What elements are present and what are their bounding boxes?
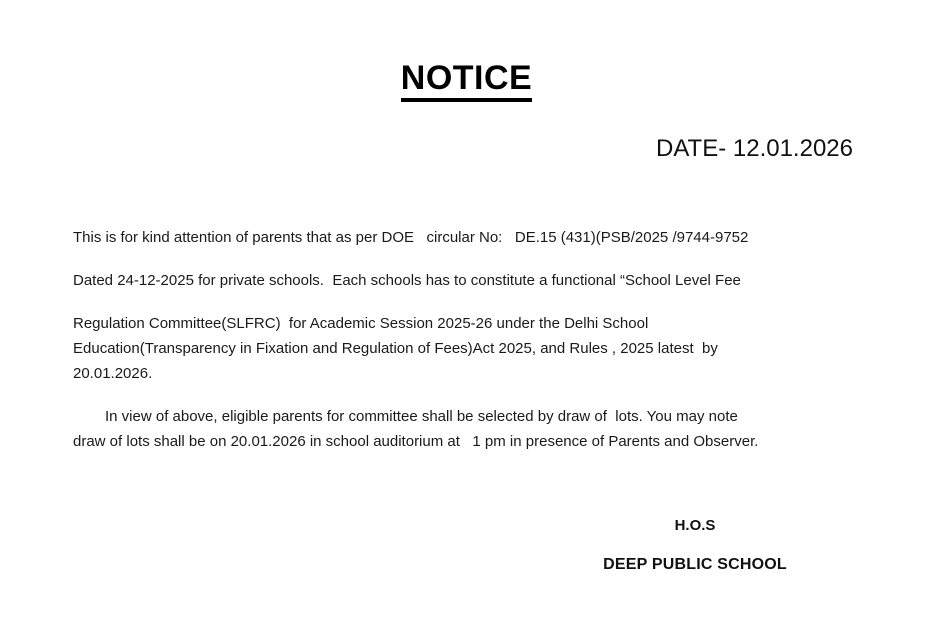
body-line: draw of lots shall be on 20.01.2026 in school auditorium at 1 pm in presence of Parents and Observer. [73, 433, 759, 451]
body-line: In view of above, eligible parents for committee shall be selected by draw of lots. You may note [105, 408, 738, 426]
notice-body [0, 225, 933, 454]
signature-block [570, 516, 820, 575]
paragraph-1 [73, 225, 873, 250]
body-line: 20.01.2026. [73, 365, 153, 383]
body-line: Dated 24-12-2025 for private schools. Each schools has to constitute a functional “School Level Fee [73, 272, 741, 290]
signature-school-name: DEEP PUBLIC SCHOOL [603, 556, 787, 574]
body-line: Education(Transparency in Fixation and Regulation of Fees)Act 2025, and Rules , 2025 latest by [73, 340, 718, 358]
signature-designation: H.O.S [674, 517, 716, 535]
title-wrap [0, 0, 933, 102]
paragraph-2 [73, 268, 873, 293]
paragraph-3 [73, 311, 873, 386]
notice-title: NOTICE [401, 60, 532, 102]
date-line: DATE- 12.01.2026 [655, 135, 853, 163]
body-line: Regulation Committee(SLFRC) for Academic Session 2025-26 under the Delhi School [73, 315, 649, 333]
paragraph-4 [73, 404, 873, 454]
body-line: This is for kind attention of parents that as per DOE circular No: DE.15 (431)(PSB/2025 /9744-9752 [73, 229, 749, 247]
